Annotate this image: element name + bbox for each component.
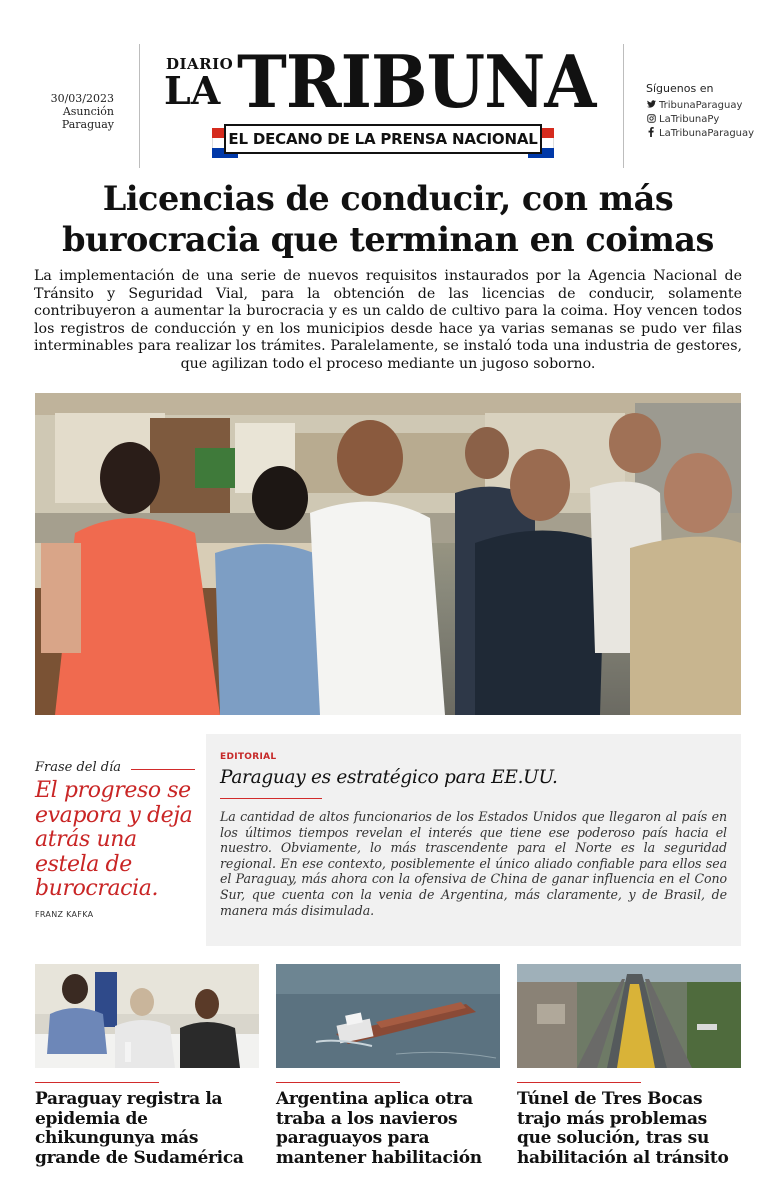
press-conference-illustration	[35, 964, 259, 1068]
quote-of-the-day	[35, 760, 195, 919]
logo-diario: DIARIO	[166, 55, 234, 73]
quote-rule	[131, 769, 195, 770]
social-handle: LaTribunaParaguay	[659, 128, 755, 139]
header-divider-left	[139, 44, 140, 168]
twitter-icon	[646, 100, 656, 111]
main-lead-paragraph: La implementación de una serie de nuevos requisitos instaurados por la Agencia Nacional de Tránsito y Seguridad Vial, para la obtención de las licencias de conducir, solamente contribuyeron a aumentar la burocracia y es un caldo de cultivo para la coima. Hoy vencen todos los registros de conducción y en los municipios desde hace ya varias semanas se pudo ver filas interminables para realizar los trámites. Paralelamente, se instaló toda una industria de gestores, que agilizan todo el proceso mediante un jugoso soborno.	[34, 268, 742, 372]
tagline-text: EL DECANO DE LA PRENSA NACIONAL	[228, 130, 538, 148]
social-link-facebook[interactable]	[646, 127, 774, 140]
social-links	[646, 82, 774, 141]
logo-la: LA	[164, 68, 221, 113]
logo-tribuna: TRIBUNA	[237, 39, 596, 124]
story-rule	[276, 1082, 400, 1083]
story-thumbnail[interactable]	[276, 964, 500, 1068]
story-title[interactable]: Paraguay registra la epidemia de chikungunya más grande de Sudamérica	[35, 1089, 244, 1168]
social-handle: LaTribunaPy	[659, 114, 720, 125]
editorial-title[interactable]: Paraguay es estratégico para EE.UU.	[220, 767, 558, 788]
instagram-icon	[646, 114, 656, 126]
story-rule	[35, 1082, 159, 1083]
tunnel-aerial-illustration	[517, 964, 741, 1068]
story-thumbnail[interactable]	[517, 964, 741, 1068]
social-handle: TribunaParaguay	[659, 100, 743, 111]
tagline-banner	[212, 124, 554, 160]
story-title[interactable]: Túnel de Tres Bocas trajo más problemas que solución, tras su habilitación al tránsito	[517, 1089, 729, 1168]
quote-text: El progreso se evapora y deja atrás una estela de burocracia.	[35, 778, 193, 901]
social-link-instagram[interactable]	[646, 113, 774, 126]
header-divider-right	[623, 44, 624, 168]
tagline-box	[224, 124, 542, 154]
river-barge-illustration	[276, 964, 500, 1068]
newspaper-logo[interactable]	[160, 40, 610, 170]
issue-date: 30/03/2023	[50, 92, 114, 105]
office-queue-illustration	[35, 393, 741, 715]
story-card-tres-bocas[interactable]	[517, 964, 741, 1168]
story-card-chikungunya[interactable]	[35, 964, 259, 1168]
story-thumbnail[interactable]	[35, 964, 259, 1068]
editorial-body: La cantidad de altos funcionarios de los Estados Unidos que llegaron al país en los últimos tiempos revelan el interés que tiene ese poderoso país hacia el nuestro. Obviamente, lo más trascendente para el Norte es la seguridad regional. En ese contexto, posiblemente el único aliado confiable para ellos sea el Paraguay, más ahora con la ofensiva de China de ganar influencia en el Cono Sur, que cuenta con la venia de Argentina, más claramente, y de Brasil, de manera más disimulada.	[220, 809, 727, 918]
quote-author: FRANZ KAFKA	[35, 909, 94, 919]
editorial-label: EDITORIAL	[220, 752, 277, 762]
editorial-box	[206, 734, 741, 946]
social-title: Síguenos en	[646, 82, 714, 95]
main-headline[interactable]: Licencias de conducir, con más burocracia que terminan en coimas	[62, 179, 714, 259]
editorial-rule	[220, 798, 322, 799]
facebook-icon	[646, 127, 656, 140]
story-rule	[517, 1082, 641, 1083]
issue-city: Asunción	[62, 105, 114, 118]
quote-label: Frase del día	[35, 760, 122, 775]
story-title[interactable]: Argentina aplica otra traba a los navieros paraguayos para mantener habilitación	[276, 1089, 482, 1168]
story-card-navieros[interactable]	[276, 964, 500, 1168]
masthead-header	[0, 0, 776, 172]
quote-label-row	[35, 760, 195, 775]
issue-country: Paraguay	[61, 118, 114, 131]
social-link-twitter[interactable]	[646, 99, 774, 112]
main-story-photo[interactable]	[35, 393, 741, 715]
dateline	[30, 92, 114, 131]
